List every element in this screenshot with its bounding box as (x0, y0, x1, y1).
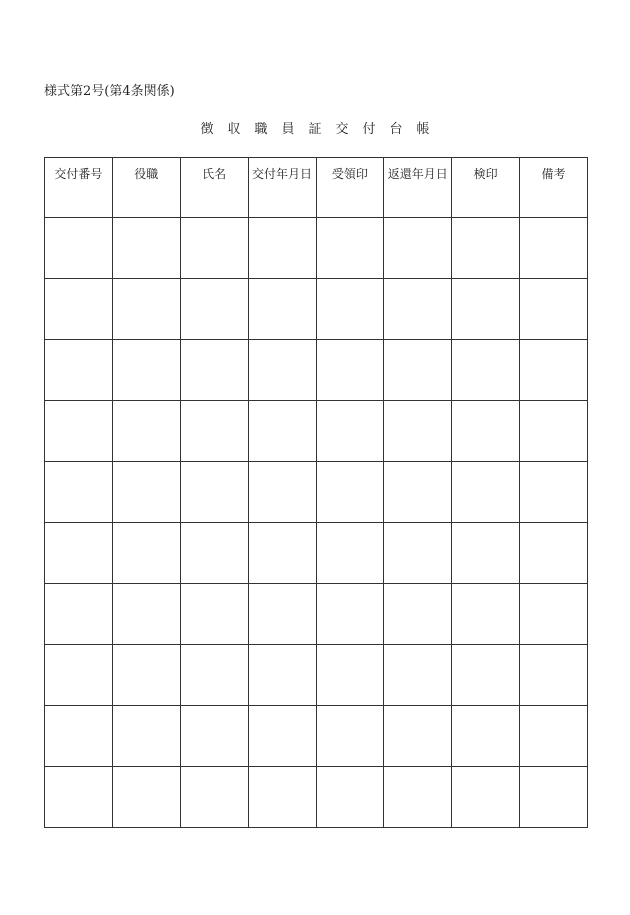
table-cell (384, 401, 452, 462)
table-row (45, 706, 588, 767)
table-cell (248, 401, 316, 462)
table-cell (180, 523, 248, 584)
table-row (45, 279, 588, 340)
table-row (45, 401, 588, 462)
header-position: 役職 (112, 158, 180, 218)
table-cell (452, 279, 520, 340)
table-row (45, 767, 588, 828)
table-cell (520, 218, 588, 279)
table-row (45, 584, 588, 645)
table-row (45, 462, 588, 523)
table-cell (45, 462, 113, 523)
table-cell (180, 462, 248, 523)
table-cell (452, 584, 520, 645)
header-issue-number: 交付番号 (45, 158, 113, 218)
table-cell (316, 767, 384, 828)
table-cell (248, 218, 316, 279)
table-cell (248, 523, 316, 584)
table-cell (520, 645, 588, 706)
table-cell (112, 523, 180, 584)
table-cell (520, 767, 588, 828)
table-cell (112, 706, 180, 767)
header-issue-date: 交付年月日 (248, 158, 316, 218)
table-row (45, 340, 588, 401)
table-row (45, 523, 588, 584)
table-cell (452, 706, 520, 767)
table-cell (452, 767, 520, 828)
table-cell (384, 462, 452, 523)
header-remarks: 備考 (520, 158, 588, 218)
header-inspection-seal: 検印 (452, 158, 520, 218)
ledger-table (44, 157, 588, 828)
table-body (45, 218, 588, 828)
table-cell (112, 462, 180, 523)
table-cell (112, 584, 180, 645)
table-cell (452, 645, 520, 706)
table-cell (112, 218, 180, 279)
header-receipt-seal: 受領印 (316, 158, 384, 218)
table-cell (316, 340, 384, 401)
table-cell (180, 767, 248, 828)
table-cell (112, 340, 180, 401)
table-cell (452, 523, 520, 584)
table-row (45, 645, 588, 706)
table-cell (112, 401, 180, 462)
table-cell (384, 706, 452, 767)
table-cell (45, 401, 113, 462)
table-cell (316, 706, 384, 767)
table-cell (384, 767, 452, 828)
table-cell (45, 523, 113, 584)
table-cell (180, 279, 248, 340)
table-cell (520, 523, 588, 584)
table-cell (45, 767, 113, 828)
table-cell (180, 584, 248, 645)
table-cell (180, 706, 248, 767)
table-header-row (45, 158, 588, 218)
table-cell (248, 279, 316, 340)
table-cell (384, 218, 452, 279)
table-cell (248, 462, 316, 523)
table-cell (248, 767, 316, 828)
table-cell (316, 218, 384, 279)
table-cell (180, 218, 248, 279)
table-cell (248, 645, 316, 706)
table-cell (248, 584, 316, 645)
table-cell (45, 340, 113, 401)
table-cell (520, 462, 588, 523)
table-cell (45, 706, 113, 767)
table-cell (520, 340, 588, 401)
table-cell (45, 218, 113, 279)
table-cell (316, 584, 384, 645)
table-cell (180, 340, 248, 401)
table-row (45, 218, 588, 279)
table-cell (384, 645, 452, 706)
table-cell (316, 401, 384, 462)
table-cell (45, 279, 113, 340)
table-cell (384, 279, 452, 340)
table-cell (316, 279, 384, 340)
table-cell (45, 645, 113, 706)
table-cell (248, 340, 316, 401)
table-cell (384, 584, 452, 645)
table-cell (316, 462, 384, 523)
table-cell (520, 584, 588, 645)
table-cell (452, 401, 520, 462)
table-cell (112, 767, 180, 828)
table-cell (384, 523, 452, 584)
table-cell (384, 340, 452, 401)
document-title: 徴収職員証交付台帳 (200, 122, 444, 137)
table-cell (180, 645, 248, 706)
table-cell (520, 706, 588, 767)
table-cell (112, 645, 180, 706)
table-cell (452, 218, 520, 279)
table-cell (112, 279, 180, 340)
table-cell (180, 401, 248, 462)
header-return-date: 返還年月日 (384, 158, 452, 218)
table-cell (248, 706, 316, 767)
table-cell (45, 584, 113, 645)
table-cell (452, 462, 520, 523)
header-name: 氏名 (180, 158, 248, 218)
table-cell (520, 401, 588, 462)
table-cell (520, 279, 588, 340)
form-number-label: 様式第2号(第4条関係) (44, 84, 175, 99)
table-cell (316, 523, 384, 584)
table-cell (316, 645, 384, 706)
table-cell (452, 340, 520, 401)
